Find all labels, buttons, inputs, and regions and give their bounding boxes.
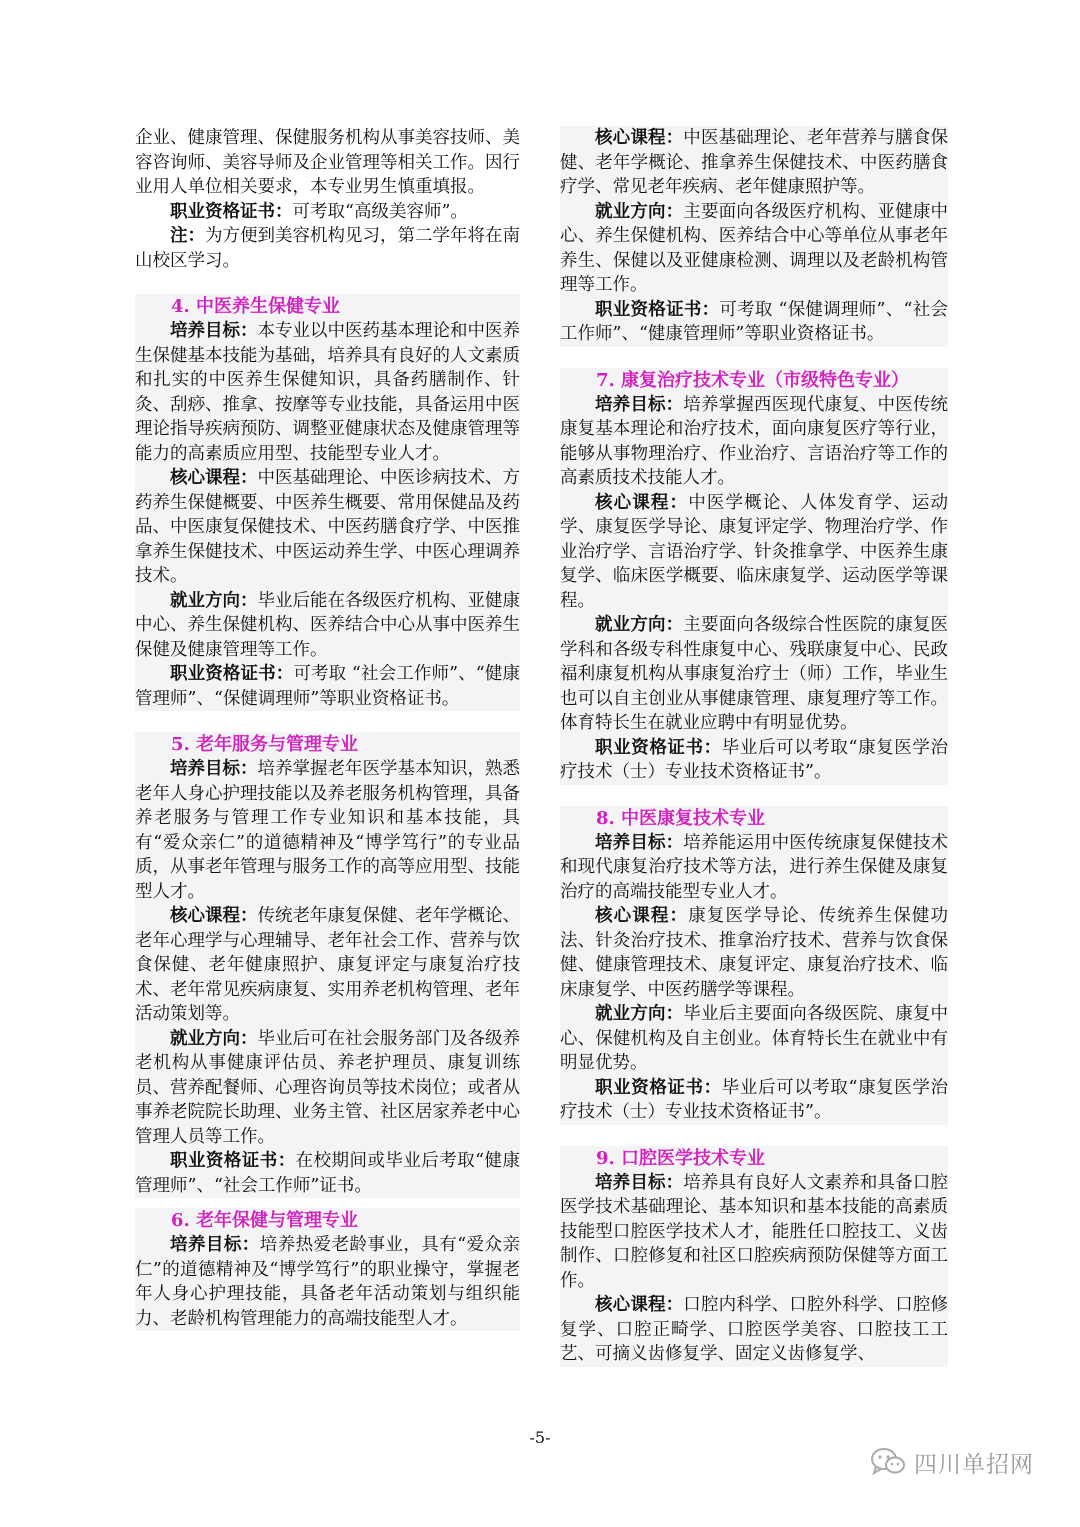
left-column <box>135 126 520 1331</box>
s9-course-text: 口腔内科学、口腔外科学、口腔修复学、口腔正畸学、口腔医学美容、口腔技工工艺、可摘义齿修复学、固定义齿修复学、 <box>560 1295 949 1364</box>
s8-cert-text: 毕业后可以考取“康复医学治疗技术（士）专业技术资格证书”。 <box>560 1077 949 1122</box>
s5-goal-label: 培养目标： <box>170 759 258 779</box>
s4-cert-text: 可考取 “社会工作师”、“健康管理师”、“保健调理师”等职业资格证书。 <box>135 664 521 709</box>
s4-course-label: 核心课程： <box>170 468 258 488</box>
s6-course <box>560 126 948 200</box>
s6-goal-label: 培养目标： <box>170 1235 260 1255</box>
s8-goal-label: 培养目标： <box>595 832 684 853</box>
s4-goal <box>135 319 520 466</box>
s6-job-label: 就业方向： <box>595 201 684 222</box>
s8-course <box>560 904 948 1002</box>
right-column <box>560 126 948 1367</box>
s7-goal-text: 培养掌握西医现代康复、中医传统康复基本理论和治疗技术，面向康复医疗等行业，能够从事物理治疗、作业治疗、言语治疗等工作的高素质技术技能人才。 <box>560 394 949 488</box>
section-9 <box>560 1146 948 1367</box>
section-6-title: 6. 老年保健与管理专业 <box>171 1210 359 1231</box>
s6-course-label: 核心课程： <box>595 128 684 148</box>
s5-cert-text: 在校期间或毕业后考取“健康管理师”、“社会工作师”证书。 <box>135 1151 520 1196</box>
s5-course <box>135 904 520 1027</box>
s9-goal-label: 培养目标： <box>595 1172 684 1193</box>
s6-job <box>560 200 948 298</box>
section-9-title: 9. 口腔医学技术专业 <box>596 1147 766 1169</box>
s8-cert <box>560 1076 948 1125</box>
s8-job <box>560 1002 948 1076</box>
s4-course-text: 中医基础理论、中医诊病技术、方药养生保健概要、中医养生概要、常用保健品及药品、中医康复保健技术、中医药膳食疗学、中医推拿养生保健技术、中医运动养生学、中医心理调养技术。 <box>135 468 520 586</box>
s7-job <box>560 613 948 736</box>
s8-goal <box>560 831 948 905</box>
intro-paragraph: 企业、健康管理、保健服务机构从事美容技师、美容咨询师、美容导师及企业管理等相关工作。因行业用人单位相关要求，本专业男生慎重填报。 <box>135 128 520 197</box>
s5-goal-text: 培养掌握老年医学基本知识，熟悉老年人身心护理技能以及养老服务机构管理，具备养老服务与管理工作专业知识和基本技能，具有“爱众亲仁”的道德精神及“博学笃行”的专业品质，从事老年管理与服务工作的高等应用型、技能型人才。 <box>135 759 520 902</box>
s5-job-text: 毕业后可在社会服务部门及各级养老机构从事健康评估员、养老护理员、康复训练员、营养配餐师、心理咨询员等技术岗位；或者从事养老院院长助理、业务主管、社区居家养老中心管理人员等工作。 <box>135 1028 520 1147</box>
section-8-title: 8. 中医康复技术专业 <box>596 807 766 829</box>
s7-goal <box>560 393 948 491</box>
watermark-text: 四川单招网 <box>914 1451 1034 1478</box>
s7-goal-label: 培养目标： <box>595 394 684 415</box>
s6-goal-text: 培养热爱老龄事业，具有“爱众亲仁”的道德精神及“博学笃行”的职业操守，掌握老年人身心护理技能，具备老年活动策划与组织能力、老龄机构管理能力的高端技能型人才。 <box>135 1235 520 1329</box>
s4-cert <box>135 662 520 711</box>
page-number: -5- <box>529 1428 551 1447</box>
s7-job-text: 主要面向各级综合性医院的康复医学科和各级专科性康复中心、残联康复中心、民政福利康复机构从事康复治疗士（师）工作，毕业生也可以自主创业从事健康管理、康复理疗等工作。体育特长生在就业应聘中有明显优势。 <box>560 615 949 733</box>
section-5 <box>135 732 520 1198</box>
s6-cert-text: 可考取 “保健调理师”、“社会工作师”、“健康管理师”等职业资格证书。 <box>560 299 949 344</box>
wechat-icon <box>870 1447 906 1477</box>
s5-cert-label: 职业资格证书： <box>170 1151 296 1171</box>
section-6 <box>135 1208 520 1331</box>
section-4 <box>135 294 520 711</box>
note-label: 注： <box>170 226 205 246</box>
s9-goal-text: 培养具有良好人文素养和具备口腔医学技术基础理论、基本知识和基本技能的高素质技能型口腔医学技术人才，能胜任口腔技工、义齿制作、口腔修复和社区口腔疾病预防保健等方面工作。 <box>560 1172 949 1291</box>
s5-cert <box>135 1149 520 1198</box>
s5-course-label: 核心课程： <box>170 906 258 926</box>
s8-job-label: 就业方向： <box>595 1004 684 1024</box>
s4-goal-label: 培养目标： <box>170 321 258 341</box>
s9-course <box>560 1293 948 1367</box>
s7-cert-label: 职业资格证书： <box>595 737 722 758</box>
s5-job <box>135 1027 520 1150</box>
section-8 <box>560 806 948 1125</box>
cert-label: 职业资格证书： <box>170 201 293 222</box>
s8-course-label: 核心课程： <box>595 906 689 926</box>
s7-course-text: 中医学概论、人体发育学、运动学、康复医学导论、康复评定学、物理治疗学、作业治疗学、言语治疗学、针灸推拿学、中医养生康复学、临床医学概要、临床康复学、运动医学等课程。 <box>560 492 949 611</box>
section-5-title: 5. 老年服务与管理专业 <box>171 734 359 755</box>
s6-course-text: 中医基础理论、老年营养与膳食保健、老年学概论、推拿养生保健技术、中医药膳食疗学、常见老年疾病、老年健康照护等。 <box>560 128 949 197</box>
s9-course-label: 核心课程： <box>595 1295 684 1315</box>
watermark <box>870 1445 1034 1479</box>
s8-course-text: 康复医学导论、传统养生保健功法、针灸治疗技术、推拿治疗技术、营养与饮食保健、健康管理技术、康复评定、康复治疗技术、临床康复学、中医药膳学等课程。 <box>560 906 949 1000</box>
s4-job <box>135 589 520 663</box>
s6-job-text: 主要面向各级医疗机构、亚健康中心、养生保健机构、医养结合中心等单位从事老年养生、保健以及亚健康检测、调理以及老龄机构管理等工作。 <box>560 201 949 295</box>
s5-course-text: 传统老年康复保健、老年学概论、老年心理学与心理辅导、老年社会工作、营养与饮食保健、老年健康照护、康复评定与康复治疗技术、老年常见疾病康复、实用养老机构管理、老年活动策划等。 <box>135 906 520 1024</box>
s4-job-text: 毕业后能在各级医疗机构、亚健康中心、养生保健机构、医养结合中心从事中医养生保健及健康管理等工作。 <box>135 590 520 660</box>
section-7-title: 7. 康复治疗技术专业（市级特色专业） <box>596 369 910 391</box>
s7-course <box>560 491 948 614</box>
s6-cert <box>560 298 948 347</box>
note-text: 为方便到美容机构见习，第二学年将在南山校区学习。 <box>135 226 520 271</box>
s9-goal <box>560 1171 948 1294</box>
cert-text: 可考取“高级美容师”。 <box>292 201 468 222</box>
section-4-title: 4. 中医养生保健专业 <box>171 296 341 317</box>
s4-course <box>135 466 520 589</box>
s4-cert-label: 职业资格证书： <box>170 664 294 684</box>
s7-course-label: 核心课程： <box>595 492 689 513</box>
s5-goal <box>135 757 520 904</box>
note-paragraph <box>135 224 520 273</box>
s7-cert <box>560 736 948 785</box>
s4-job-label: 就业方向： <box>170 590 258 611</box>
s7-job-label: 就业方向： <box>595 615 684 635</box>
section-6-continued <box>560 126 948 347</box>
s6-goal <box>135 1233 520 1331</box>
s4-goal-text: 本专业以中医药基本理论和中医养生保健基本技能为基础，培养具有良好的人文素质和扎实的中医养生保健知识，具备药膳制作、针灸、刮痧、推拿、按摩等专业技能，具备运用中医理论指导疾病预防、调整亚健康状态及健康管理等能力的高素质应用型、技能型专业人才。 <box>135 321 520 464</box>
s7-cert-text: 毕业后可以考取“康复医学治疗技术（士）专业技术资格证书”。 <box>560 737 949 782</box>
s8-goal-text: 培养能运用中医传统康复保健技术和现代康复治疗技术等方法，进行养生保健及康复治疗的高端技能型专业人才。 <box>560 832 949 902</box>
s6-cert-label: 职业资格证书： <box>595 299 720 320</box>
section-7 <box>560 368 948 785</box>
s8-cert-label: 职业资格证书： <box>595 1077 722 1098</box>
cert-paragraph <box>135 200 520 225</box>
s8-job-text: 毕业后主要面向各级医院、康复中心、保健机构及自主创业。体育特长生在就业中有明显优势。 <box>560 1004 949 1073</box>
s5-job-label: 就业方向： <box>170 1028 258 1049</box>
